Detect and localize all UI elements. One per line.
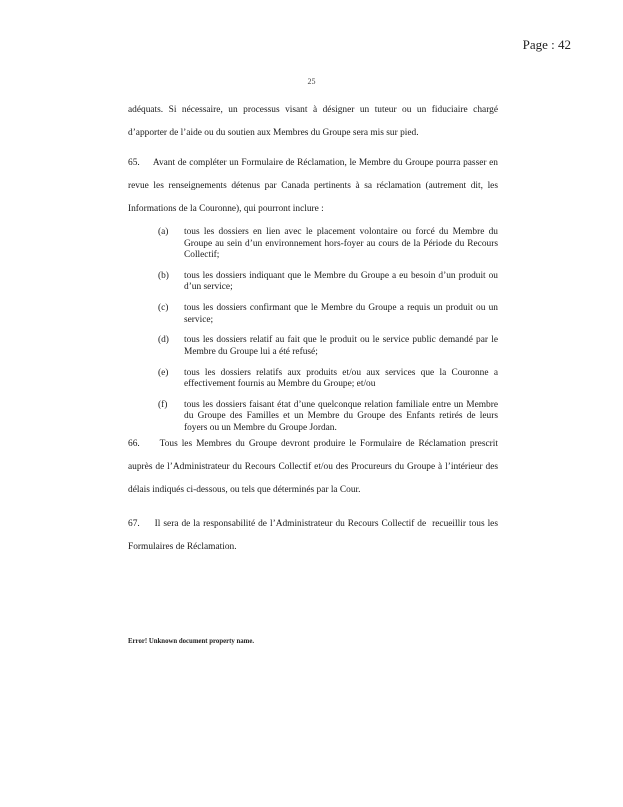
footer-error-text: Error! Unknown document property name.	[128, 638, 255, 645]
list-marker: (f)	[158, 399, 168, 410]
list-item-text: tous les dossiers en lien avec le placement volontaire ou forcé du Membre du Groupe au sein d’un environnement hors-foyer au cours de la Période du Recours Collectif;	[184, 227, 498, 260]
list-item	[128, 400, 498, 435]
list-item-text: tous les dossiers faisant état d’une quelconque relation familiale entre un Membre du Groupe des Familles et un Membre du Groupe des Enfants retirés de leurs foyers ou un Membre du Groupe Jordan.	[184, 399, 498, 433]
page-number: 25	[307, 77, 316, 86]
paragraph-65: 65. Avant de compléter un Formulaire de Réclamation, le Membre du Groupe pourra passer en revue les renseignements détenus par Canada pertinents à sa réclamation (autrement dit, les Informations de la Couronne), qui pourront inclure :	[128, 158, 498, 214]
list-marker: (a)	[158, 227, 169, 237]
list-item-text: tous les dossiers relatif au fait que le produit ou le service public demandé par le Membre du Groupe lui a été refusé;	[184, 335, 498, 357]
list-marker: (b)	[158, 270, 169, 281]
list-item	[128, 303, 498, 326]
paragraph-67: 67. Il sera de la responsabilité de l’Administrateur du Recours Collectif de recueillir tous les Formulaires de Réclamation.	[128, 519, 498, 552]
records-list	[128, 227, 498, 444]
page-label: Page : 42	[522, 37, 571, 52]
list-item	[128, 335, 498, 358]
paragraph-66: 66. Tous les Membres du Groupe devront produire le Formulaire de Réclamation prescrit auprès de l’Administrateur du Recours Collectif et/ou des Procureurs du Groupe à l’intérieur des délais indiqués ci-dessous, ou tels que déterminés par la Cour.	[128, 439, 498, 495]
continuation-paragraph: adéquats. Si nécessaire, un processus visant à désigner un tuteur ou un fiduciaire chargé d’apporter de l’aide ou du soutien aux Membres du Groupe sera mis sur pied.	[128, 105, 498, 138]
list-marker: (e)	[158, 367, 169, 378]
list-marker: (c)	[158, 303, 169, 314]
list-item-text: tous les dossiers indiquant que le Membre du Groupe a eu besoin d’un produit ou d’un service;	[184, 270, 498, 293]
list-item	[128, 227, 498, 262]
list-item	[128, 368, 498, 391]
list-item-text: tous les dossiers confirmant que le Membre du Groupe a requis un produit ou un service;	[184, 303, 498, 325]
list-item	[128, 271, 498, 294]
list-marker: (d)	[158, 335, 169, 346]
list-item-text: tous les dossiers relatifs aux produits et/ou aux services que la Couronne a effectivement fournis au Membre du Groupe; et/ou	[184, 367, 498, 390]
